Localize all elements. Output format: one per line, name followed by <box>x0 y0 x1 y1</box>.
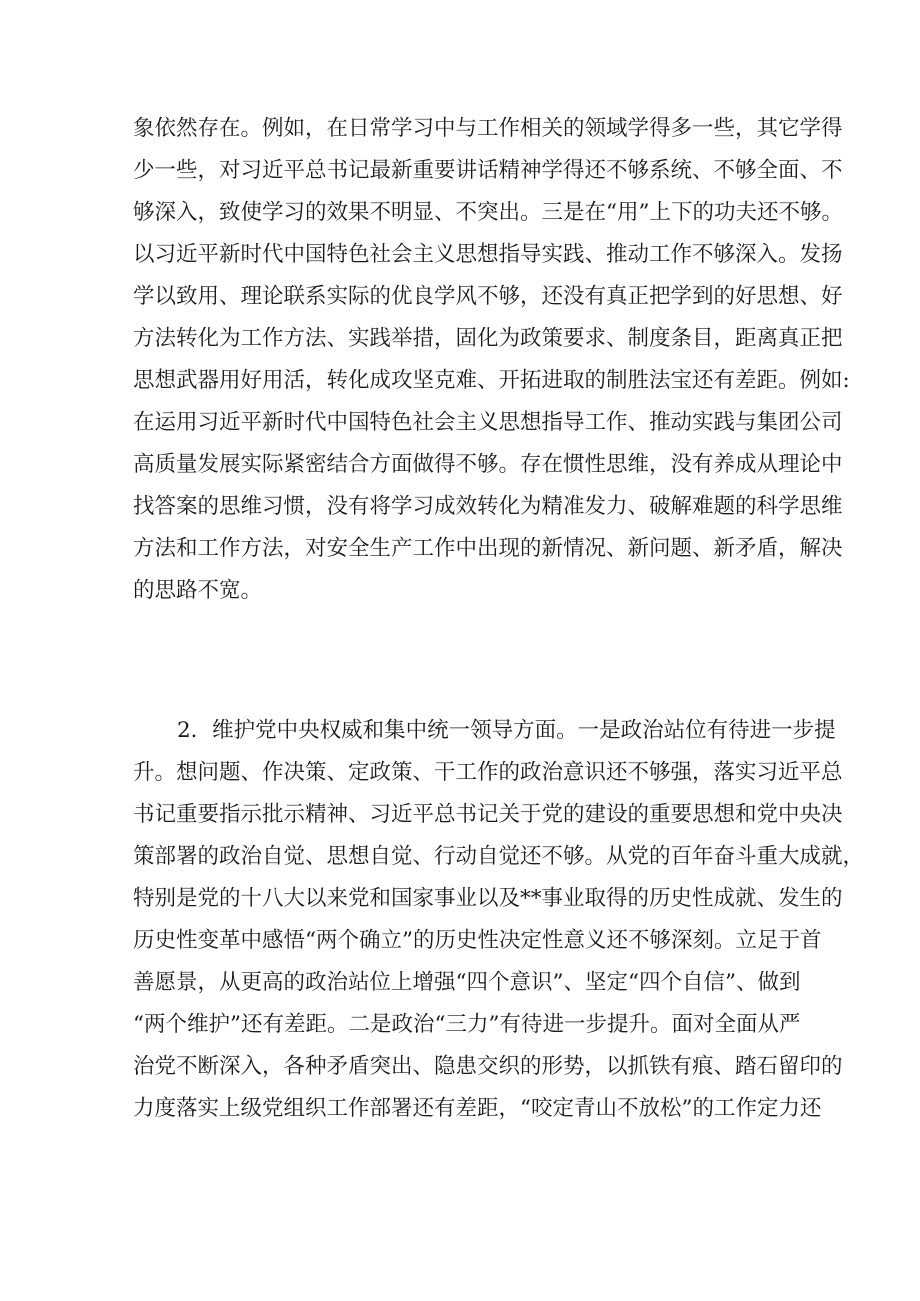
text-line: 书记重要指示批示精神、习近平总书记关于党的建设的重要思想和党中央决 <box>133 802 843 827</box>
text-line: 方法和工作方法，对安全生产工作中出现的新情况、新问题、新矛盾，解决 <box>133 536 843 561</box>
text-line: 的思路不宽。 <box>133 578 263 603</box>
text-line: 善愿景，从更高的政治站位上增强“四个意识”、坚定“四个自信”、做到 <box>133 970 801 995</box>
text-line: 历史性变革中感悟“两个确立”的历史性决定性意义还不够深刻。立足于首 <box>133 928 822 953</box>
text-line: 治党不断深入，各种矛盾突出、隐患交织的形势，以抓铁有痕、踏石留印的 <box>133 1054 843 1079</box>
text-line: 高质量发展实际紧密结合方面做得不够。存在惯性思维，没有养成从理论中 <box>133 452 843 477</box>
text-line: 升。想问题、作决策、定政策、干工作的政治意识还不够强，落实习近平总 <box>133 760 843 785</box>
text-line: 方法转化为工作方法、实践举措，固化为政策要求、制度条目，距离真正把 <box>133 326 843 351</box>
text-line: 找答案的思维习惯，没有将学习成效转化为精准发力、破解难题的科学思维 <box>133 494 843 519</box>
text-line: 力度落实上级党组织工作部署还有差距，“咬定青山不放松”的工作定力还 <box>133 1096 822 1121</box>
text-line: 象依然存在。例如，在日常学习中与工作相关的领域学得多一些，其它学得 <box>133 116 843 141</box>
text-line: 特别是党的十八大以来党和国家事业以及**事业取得的历史性成就、发生的 <box>133 886 843 911</box>
paragraph-1 <box>133 108 850 612</box>
paragraph-2 <box>133 710 865 1130</box>
text-line: 少一些，对习近平总书记最新重要讲话精神学得还不够系统、不够全面、不 <box>133 158 843 183</box>
text-line: 2．维护党中央权威和集中统一领导方面。一是政治站位有待进一步提 <box>177 718 836 743</box>
text-line: 够深入，致使学习的效果不明显、不突出。三是在“用”上下的功夫还不够。 <box>133 200 843 225</box>
text-line: 策部署的政治自觉、思想自觉、行动自觉还不够。从党的百年奋斗重大成就， <box>133 844 865 869</box>
text-line: 在运用习近平新时代中国特色社会主义思想指导工作、推动实践与集团公司 <box>133 410 843 435</box>
text-line: 思想武器用好用活，转化成攻坚克难、开拓进取的制胜法宝还有差距。例如: <box>133 368 850 393</box>
text-line: 学以致用、理论联系实际的优良学风不够，还没有真正把学到的好思想、好 <box>133 284 843 309</box>
text-line: 以习近平新时代中国特色社会主义思想指导实践、推动工作不够深入。发扬 <box>133 242 843 267</box>
text-line: “两个维护”还有差距。二是政治“三力”有待进一步提升。面对全面从严 <box>133 1012 801 1037</box>
